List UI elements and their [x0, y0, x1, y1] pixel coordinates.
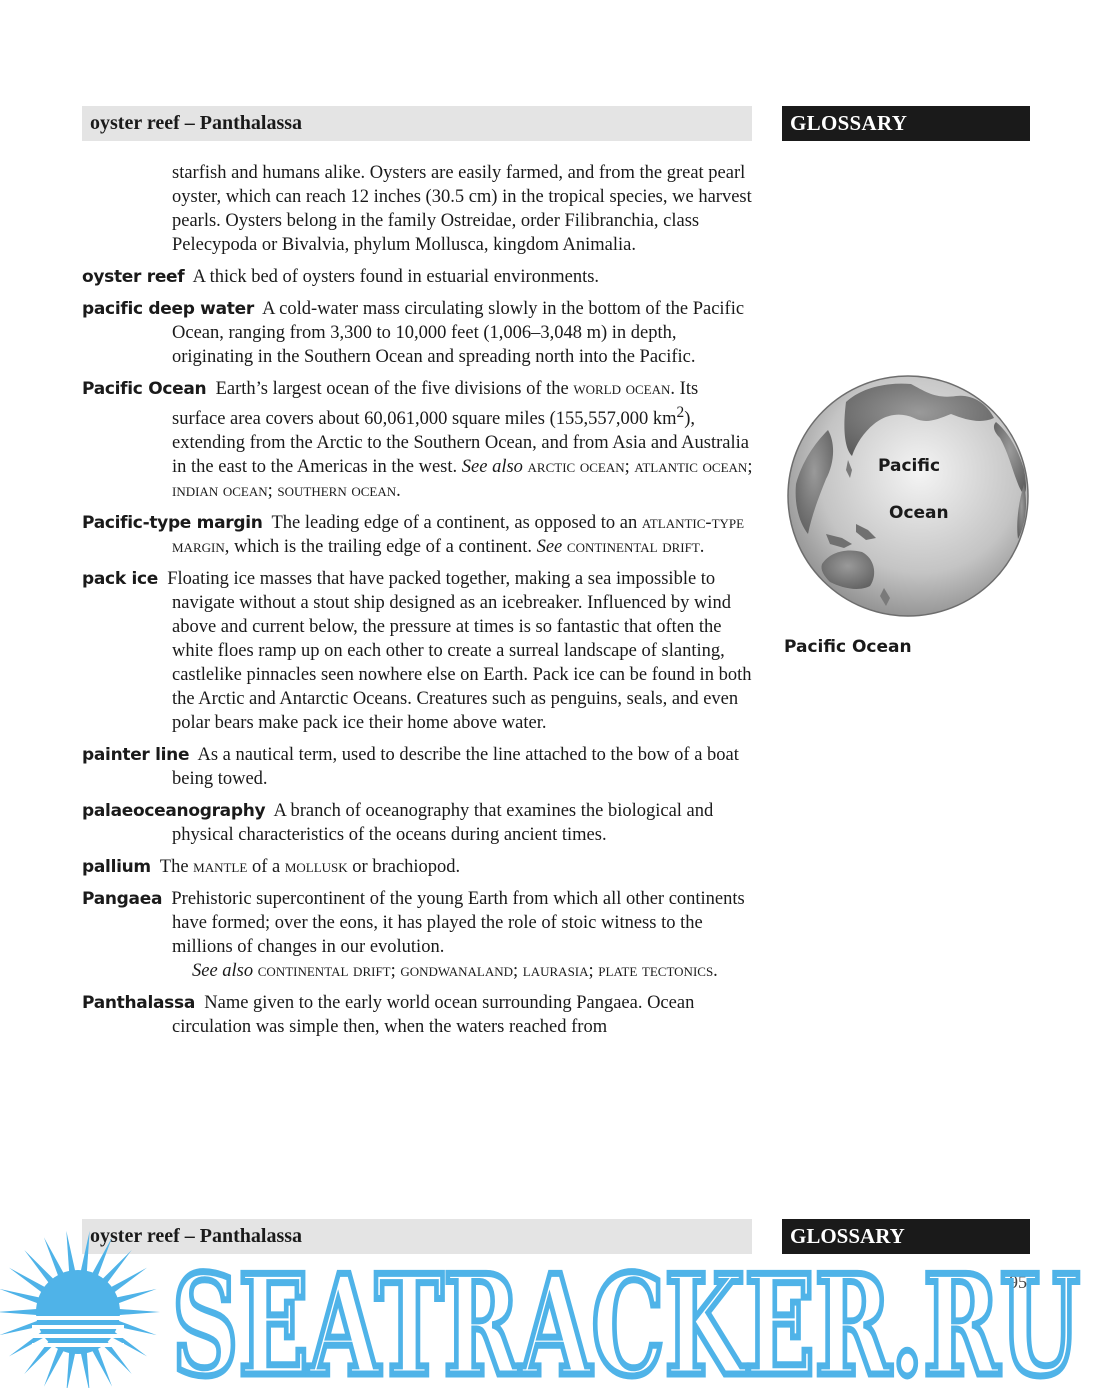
entry-term: pacific deep water — [82, 299, 254, 319]
footer-glossary-label: GLOSSARY — [790, 1224, 905, 1248]
see-also-label: See also — [461, 457, 523, 478]
footer-title: oyster reef – Panthalassa — [90, 1225, 303, 1247]
entry-definition: or brachiopod. — [352, 857, 461, 878]
sun-ray — [44, 1237, 64, 1277]
entry-definition: Floating ice masses that have packed together, making a sea impossible to navigate without a stout ship designed as an icebreaker. Influenced by wind above and current below, the pressure at times is so fantastic that often the white floes ramp up on each other to create a surreal landscape of slanting, castlelike pinnacles seen nowhere else on Earth. Pack ice can be found in both the Arctic and Antarctic Oceans. Creatures such as penguins, seals, and even polar bears make pack ice their home above water. — [167, 569, 752, 734]
entry-pacific-deep-water — [82, 297, 754, 369]
entry-term: Pacific-type margin — [82, 513, 263, 534]
superscript: 2 — [676, 404, 685, 421]
sun-disc — [36, 1270, 120, 1354]
entry-definition: A thick bed of oysters found in estuarial environments. — [192, 267, 600, 287]
sun-ray — [92, 1347, 112, 1387]
sun-stripe — [32, 1316, 124, 1320]
header-title: oyster reef – Panthalassa — [90, 112, 303, 134]
entry-pack-ice — [82, 567, 754, 735]
sun-ray — [81, 1231, 90, 1273]
watermark — [0, 1212, 1106, 1388]
sun-ray — [66, 1351, 75, 1388]
entry-pacific-ocean — [82, 377, 754, 503]
cross-reference[interactable]: continental drift; gondwanaland; laurasia; plate tectonics. — [257, 961, 718, 982]
figure-caption: Pacific Ocean — [784, 637, 912, 657]
entry-pallium — [82, 855, 754, 879]
entry-definition: The leading edge of a continent, as opposed to an — [271, 513, 638, 534]
sun-ray — [92, 1237, 112, 1277]
sun-stripe — [32, 1334, 124, 1338]
sun-stripe — [32, 1325, 124, 1329]
entry-term: Pangaea — [82, 889, 163, 910]
entry-term: oyster reef — [82, 267, 185, 287]
sun-ray — [115, 1289, 156, 1304]
sun-ray — [118, 1309, 160, 1315]
sun-ray — [44, 1347, 64, 1387]
entry-definition: ), extending from the Arctic to the Southern Ocean, and from Asia and Australia in the east to the Americas in the west. — [172, 409, 749, 478]
entry-term: Pacific Ocean — [82, 379, 207, 399]
entry-panthalassa — [82, 991, 754, 1039]
sun-ray — [0, 1289, 41, 1304]
cross-reference[interactable]: world ocean — [573, 379, 671, 399]
entry-definition: The — [159, 857, 189, 878]
entry-term: Panthalassa — [82, 993, 195, 1014]
see-also-label: See also — [192, 961, 254, 982]
cross-reference[interactable]: mantle — [193, 857, 248, 878]
sun-burst-icon — [0, 1231, 160, 1388]
entry-term: pack ice — [82, 569, 158, 590]
entry-definition: A branch of oceanography that examines the biological and physical characteristics of the oceans during ancient times. — [172, 801, 714, 846]
page-number: 95 — [1009, 1272, 1027, 1292]
entry-definition: Earth’s largest ocean of the five divisions of the — [215, 379, 569, 399]
glossary-tab — [782, 106, 1030, 141]
entry-oyster-reef — [82, 265, 754, 289]
entry-definition: of a — [251, 857, 281, 878]
sun-ray — [0, 1309, 38, 1315]
entry-definition: Name given to the early world ocean surrounding Pangaea. Ocean circulation was simple then, when the waters reached from — [172, 993, 695, 1038]
entry-term: pallium — [82, 857, 151, 878]
entry-definition: As a nautical term, used to describe the line attached to the bow of a boat being towed. — [172, 745, 739, 790]
cross-reference[interactable]: arctic ocean; atlantic ocean; indian ocean; southern ocean. — [172, 457, 753, 502]
entry-definition: Prehistoric supercontinent of the young Earth from which all other continents have formed; over the eons, it has played the role of stoic witness to the millions of changes in our evolution. — [171, 889, 745, 958]
sun-ray — [81, 1351, 90, 1388]
entry-term: painter line — [82, 745, 190, 766]
entry-definition: , which is the trailing edge of a continent. — [224, 537, 532, 558]
sun-ray — [66, 1231, 75, 1273]
entry-painter-line — [82, 743, 754, 791]
entry-term: palaeoceanography — [82, 801, 266, 822]
pacific-globe-illustration — [786, 374, 1030, 618]
running-header — [82, 106, 752, 141]
glossary-body — [82, 161, 754, 1039]
continuation-paragraph: starfish and humans alike. Oysters are easily farmed, and from the great pearl oyster, which can reach 12 inches (30.5 cm) in the tropical species, we harvest pearls. Oysters belong in the family Ostreidae, order Filibranchia, class Pelecypoda or Bivalvia, phylum Mollusca, kingdom Animalia. — [172, 163, 752, 255]
cross-reference[interactable]: atlantic-type margin — [172, 513, 745, 558]
entry-definition: . Its surface area covers about 60,061,000 square miles (155,557,000 km — [172, 379, 699, 430]
entry-pacific-type-margin — [82, 511, 754, 559]
globe-label-pacific: Pacific — [878, 456, 941, 476]
entry-pangaea — [82, 887, 754, 983]
globe-label-ocean: Ocean — [889, 503, 949, 523]
glossary-tab-label: GLOSSARY — [790, 111, 908, 135]
entry-palaeoceanography — [82, 799, 754, 847]
cross-reference[interactable]: mollusk — [284, 857, 348, 878]
see-label: See — [536, 537, 563, 558]
watermark-text: SEATRACKER.RU — [172, 1244, 1080, 1388]
see-also-line — [192, 959, 754, 983]
entry-definition: A cold-water mass circulating slowly in the bottom of the Pacific Ocean, ranging from 3,300 to 10,000 feet (1,006–3,048 m) in depth, originating in the Southern Ocean and spreading north into the Pacific. — [172, 299, 745, 367]
sun-stripe — [32, 1343, 124, 1347]
cross-reference[interactable]: continental drift. — [566, 537, 705, 558]
